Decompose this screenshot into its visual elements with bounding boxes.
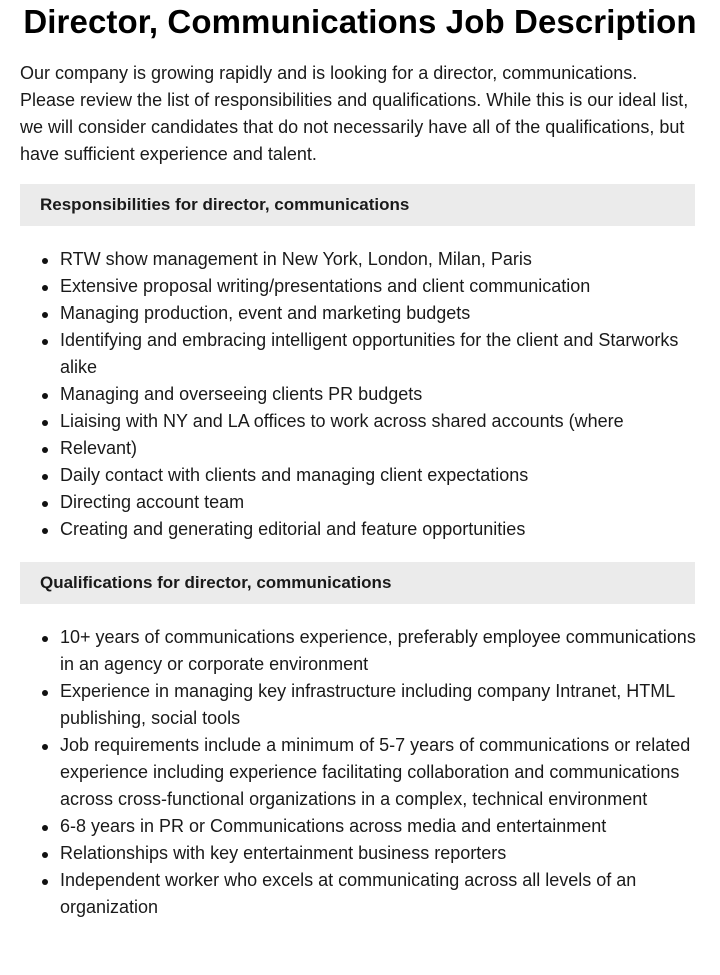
- qualifications-heading: Qualifications for director, communications: [20, 562, 695, 604]
- intro-paragraph: Our company is growing rapidly and is looking for a director, communications. Please review the list of responsibilities and qualifications. While this is our ideal list, we will consider candidates that do not necessarily have all of the qualifications, but have sufficient experience and talent.: [20, 63, 689, 164]
- list-item: 10+ years of communications experience, preferably employee communications in an agency or corporate environment: [60, 624, 700, 678]
- list-item: Managing production, event and marketing budgets: [60, 300, 700, 327]
- list-item: Job requirements include a minimum of 5-7 years of communications or related experience including experience facilitating collaboration and communications across cross-functional organizations in a complex, technical environment: [60, 732, 700, 813]
- list-item: Relevant): [60, 435, 700, 462]
- list-item: Creating and generating editorial and feature opportunities: [60, 516, 700, 543]
- list-item: Managing and overseeing clients PR budgets: [60, 381, 700, 408]
- qualifications-list: [20, 624, 700, 921]
- list-item: Relationships with key entertainment business reporters: [60, 840, 700, 867]
- list-item: Identifying and embracing intelligent opportunities for the client and Starworks alike: [60, 327, 700, 381]
- list-item: Daily contact with clients and managing client expectations: [60, 462, 700, 489]
- list-item: Directing account team: [60, 489, 700, 516]
- page-title: Director, Communications Job Description: [23, 3, 697, 40]
- list-item: 6-8 years in PR or Communications across media and entertainment: [60, 813, 700, 840]
- responsibilities-heading: Responsibilities for director, communications: [20, 184, 695, 226]
- list-item: RTW show management in New York, London, Milan, Paris: [60, 246, 700, 273]
- list-item: Independent worker who excels at communicating across all levels of an organization: [60, 867, 700, 921]
- list-item: Experience in managing key infrastructure including company Intranet, HTML publishing, social tools: [60, 678, 700, 732]
- list-item: Liaising with NY and LA offices to work across shared accounts (where: [60, 408, 700, 435]
- responsibilities-list: [20, 246, 700, 543]
- list-item: Extensive proposal writing/presentations and client communication: [60, 273, 700, 300]
